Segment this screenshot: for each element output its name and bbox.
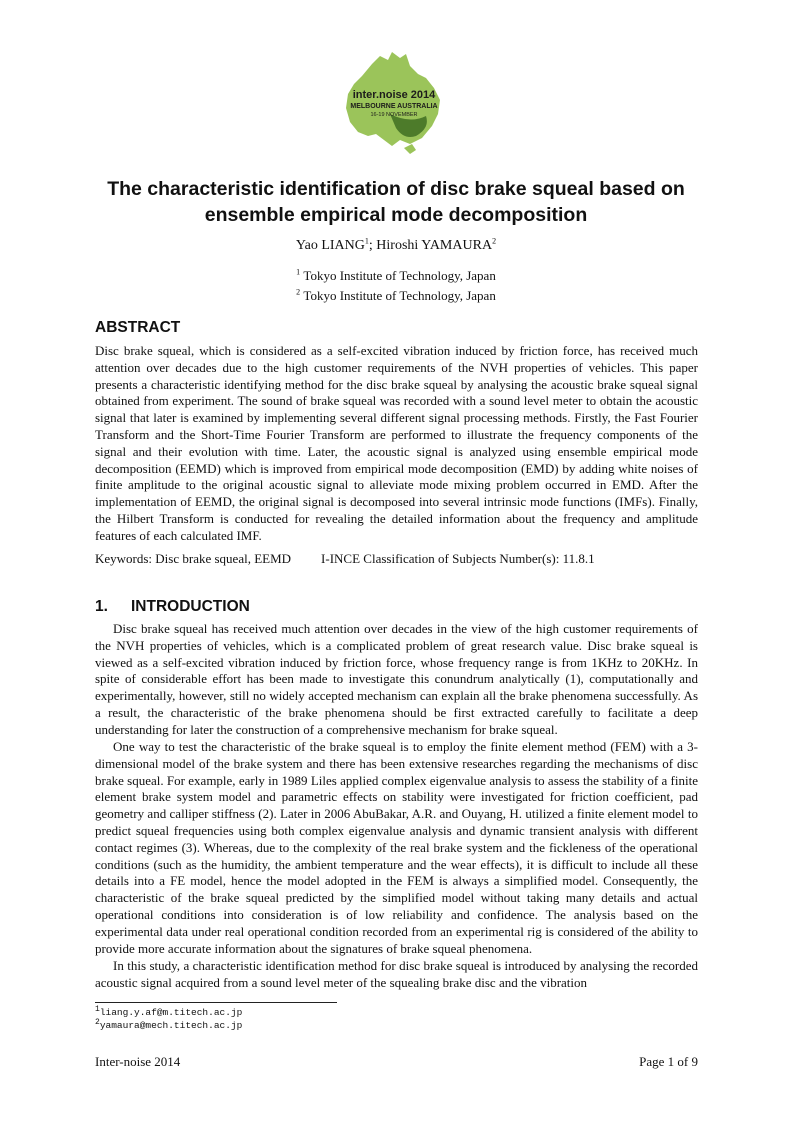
affiliation — [96, 268, 696, 284]
conference-logo — [334, 44, 454, 164]
abstract-heading: ABSTRACT — [95, 319, 181, 336]
intro-paragraph-3: In this study, a characteristic identification method for disc brake squeal is introduced by analysing the recorded acoustic signal acquired from a sound level meter of the squealing brake disc and the vibration — [95, 958, 698, 990]
introduction-heading — [95, 598, 250, 616]
footer-conference: Inter-noise 2014 — [95, 1054, 181, 1069]
abstract-text: Disc brake squeal, which is considered as a self-excited vibration induced by friction force, has received much attention over decades due to the high customer requirements of the NVH properties of vehicles. This paper presents a characteristic identifying method for the disc brake squeal by analysing the acoustic brake squeal signal obtained from experiment. The sound of brake squeal was recorded with a sound level meter to obtain the acoustic signal that later is examined by implementing several different signal processing methods. Firstly, the Fast Fourier Transform and the Short-Time Fourier Transform are performed to illustrate the frequency components of the signal and their evolution with time. Later, the acoustic signal is analyzed using ensemble empirical mode decomposition (EEMD) which is improved from empirical mode decomposition (EMD) by adding white noises of finite amplitude to the original acoustic signal to alleviate mode mixing problem occurred in EMD. After the implementation of EEMD, the original signal is decomposed into several intrinsic mode functions (IMFs). Finally, the Hilbert Transform is conducted for revealing the detailed information about the frequency and amplitude features of each calculated IMF. — [95, 343, 698, 543]
author-separator: ; — [368, 238, 377, 253]
affiliation-mark: 1 — [296, 267, 301, 277]
intro-paragraph-2: One way to test the characteristic of the brake squeal is to employ the finite element method (FEM) with a 3-dimensional model of the brake system and there has been extensive researches regarding the mechanisms of disc brake squeal. For example, early in 1989 Liles applied complex eigenvalue analysis to assess the stability of a finite element brake system model and parametric effects on stability were investigated for friction coefficient, pad geometry and calliper stiffness (2). Later in 2006 AbuBakar, A.R. and Ouyang, H. utilized a finite element model to predict squeal frequencies using both complex eigenvalue analysis and dynamic transient analysis with different contact regimes (3). Whereas, due to the complexity of the real brake system and the fickleness of the operational conditions (such as the humidity, the ambient temperature and the wear effects), it is difficult to include all these details into a FE model, hence the model adopted in the FEM is always a simplified model. Consequently, the characteristic of the brake squeal predicted by the simplified model without taking many details and actual operational conditions into consideration is of low reliability and confidence. The analysis based on the experimental data under real operational condition recorded from an experimental rig is considered of the ability to provide more accurate information about the signatures of brake squeal phenomena. — [95, 739, 698, 956]
footer-page-number: Page 1 of 9 — [639, 1054, 698, 1069]
footnote — [95, 1004, 243, 1018]
footnote — [95, 1017, 243, 1031]
affiliation-mark: 2 — [296, 287, 301, 297]
section-title: INTRODUCTION — [131, 598, 250, 615]
author-name: Yao LIANG — [295, 238, 365, 253]
affiliation-text: Tokyo Institute of Technology, Japan — [303, 288, 496, 303]
logo-line1: inter.noise 2014 — [352, 89, 436, 101]
keywords-text: Keywords: Disc brake squeal, EEMD — [95, 551, 292, 566]
footnote-email: yamaura@mech.titech.ac.jp — [99, 1020, 243, 1031]
intro-paragraph-1: Disc brake squeal has received much attention over decades in the view of the high customer requirements of the NVH properties of vehicles, which is a complicated problem of great research value. Disc brake squeal is viewed as a self-excited vibration induced by friction force, whose frequency range is from 1KHz to 20KHz. In spite of considerable effort has been made to investigate this conundrum analytically (1), computationally and experimentally, however, still no widely accepted mechanism can explain all the brake phenomena successfully. As a result, the characteristic of the brake phenomena should be first extracted carefully to facilitate a deep understanding for later the construction of a comprehensive mechanism for brake squeal. — [95, 621, 698, 737]
title-line-1: The characteristic identification of disc brake squeal based on — [107, 178, 685, 200]
logo-line2: MELBOURNE AUSTRALIA — [350, 103, 438, 110]
footnote-mark: 2 — [95, 1017, 100, 1027]
author-affil-mark: 2 — [492, 236, 497, 246]
author-list — [96, 238, 696, 254]
affiliation — [96, 288, 696, 304]
australia-map-icon — [334, 44, 454, 164]
footnote-email: liang.y.af@m.titech.ac.jp — [99, 1007, 243, 1018]
logo-line3: 16-19 NOVEMBER — [370, 112, 418, 118]
author-affil-mark: 1 — [364, 236, 369, 246]
footnote-rule — [95, 1002, 337, 1003]
author-name: Hiroshi YAMAURA — [376, 238, 493, 253]
title-line-2: ensemble empirical mode decomposition — [204, 204, 588, 226]
keywords-line — [95, 551, 595, 567]
section-number: 1. — [95, 598, 108, 615]
paper-title — [96, 176, 696, 228]
footnote-mark: 1 — [95, 1004, 100, 1014]
affiliation-text: Tokyo Institute of Technology, Japan — [303, 268, 496, 283]
classification-text: I-INCE Classification of Subjects Number(s): 11.8.1 — [321, 551, 595, 566]
